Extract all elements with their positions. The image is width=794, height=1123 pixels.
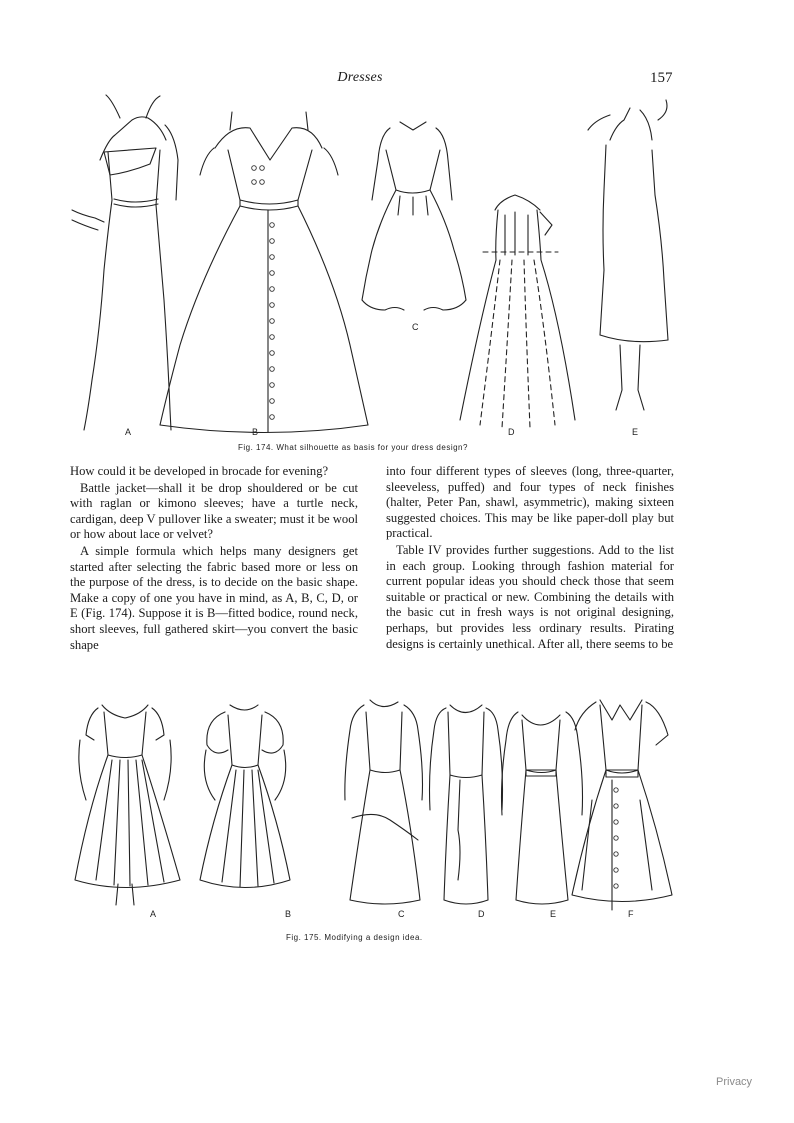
fig174-label-b: B: [252, 427, 259, 437]
paragraph: Battle jacket—shall it be drop shouldered or be cut with raglan or kimono sleeves; have a turtle neck, cardigan, deep V pullover like a sweater; must it be wool or how about lace or velvet?: [70, 480, 358, 542]
fig175-label-a: A: [150, 909, 157, 919]
variation-a-drawing: [75, 705, 180, 905]
figure-174-caption: Fig. 174. What silhouette as basis for your dress design?: [238, 443, 468, 452]
variation-c-drawing: [345, 700, 423, 904]
fig174-label-a: A: [125, 427, 132, 437]
silhouette-a-drawing: [72, 95, 178, 430]
right-text-column: [386, 464, 674, 653]
variation-d-drawing: [430, 705, 503, 904]
figure-175-illustration: [0, 690, 794, 930]
paragraph: A simple formula which helps many designers get started after selecting the fabric based more or less on the purpose of the dress, is to decide on the basic shape. Make a copy of one you have in mind, as A, B, C, D, or E (Fig. 174). Suppose it is B—fitted bodice, round neck, short sleeves, full gathered skirt—you convert the basic shape: [70, 543, 358, 652]
figure-174-illustration: [0, 0, 794, 450]
silhouette-d-drawing: [460, 195, 575, 428]
silhouette-c-drawing: [362, 122, 466, 310]
fig174-label-e: E: [632, 427, 639, 437]
variation-f-drawing: [572, 700, 672, 910]
fig175-label-d: D: [478, 909, 485, 919]
paragraph: into four different types of sleeves (long, three-quarter, sleeveless, puffed) and four types of neck finishes (halter, Peter Pan, shawl, asymmetric), making sixteen suggested choices. This may be like paper-doll play but practical.: [386, 464, 674, 541]
paragraph: Table IV provides further suggestions. Add to the list in each group. Looking through fashion material for current popular ideas you should check those that seem suitable or practical or new. Combining the details with the basic cut in fresh ways is not original designing, perhaps, but provides less ordinary results. Pirating designs is certainly unethical. After all, there seems to be: [386, 542, 674, 651]
privacy-link[interactable]: Privacy: [716, 1076, 753, 1088]
left-text-column: [70, 464, 358, 654]
silhouette-b-drawing: [160, 112, 368, 433]
variation-e-drawing: [502, 712, 583, 904]
silhouette-e-drawing: [588, 100, 668, 410]
figure-175-caption: Fig. 175. Modifying a design idea.: [286, 933, 423, 942]
variation-b-drawing: [200, 705, 290, 888]
running-header-title: Dresses: [337, 70, 383, 85]
page-number: 157: [650, 70, 673, 86]
fig175-label-b: B: [285, 909, 292, 919]
fig174-label-d: D: [508, 427, 515, 437]
fig175-label-e: E: [550, 909, 557, 919]
fig174-label-c: C: [412, 322, 419, 332]
fig175-label-c: C: [398, 909, 405, 919]
paragraph: How could it be developed in brocade for evening?: [70, 464, 329, 478]
fig175-label-f: F: [628, 909, 634, 919]
